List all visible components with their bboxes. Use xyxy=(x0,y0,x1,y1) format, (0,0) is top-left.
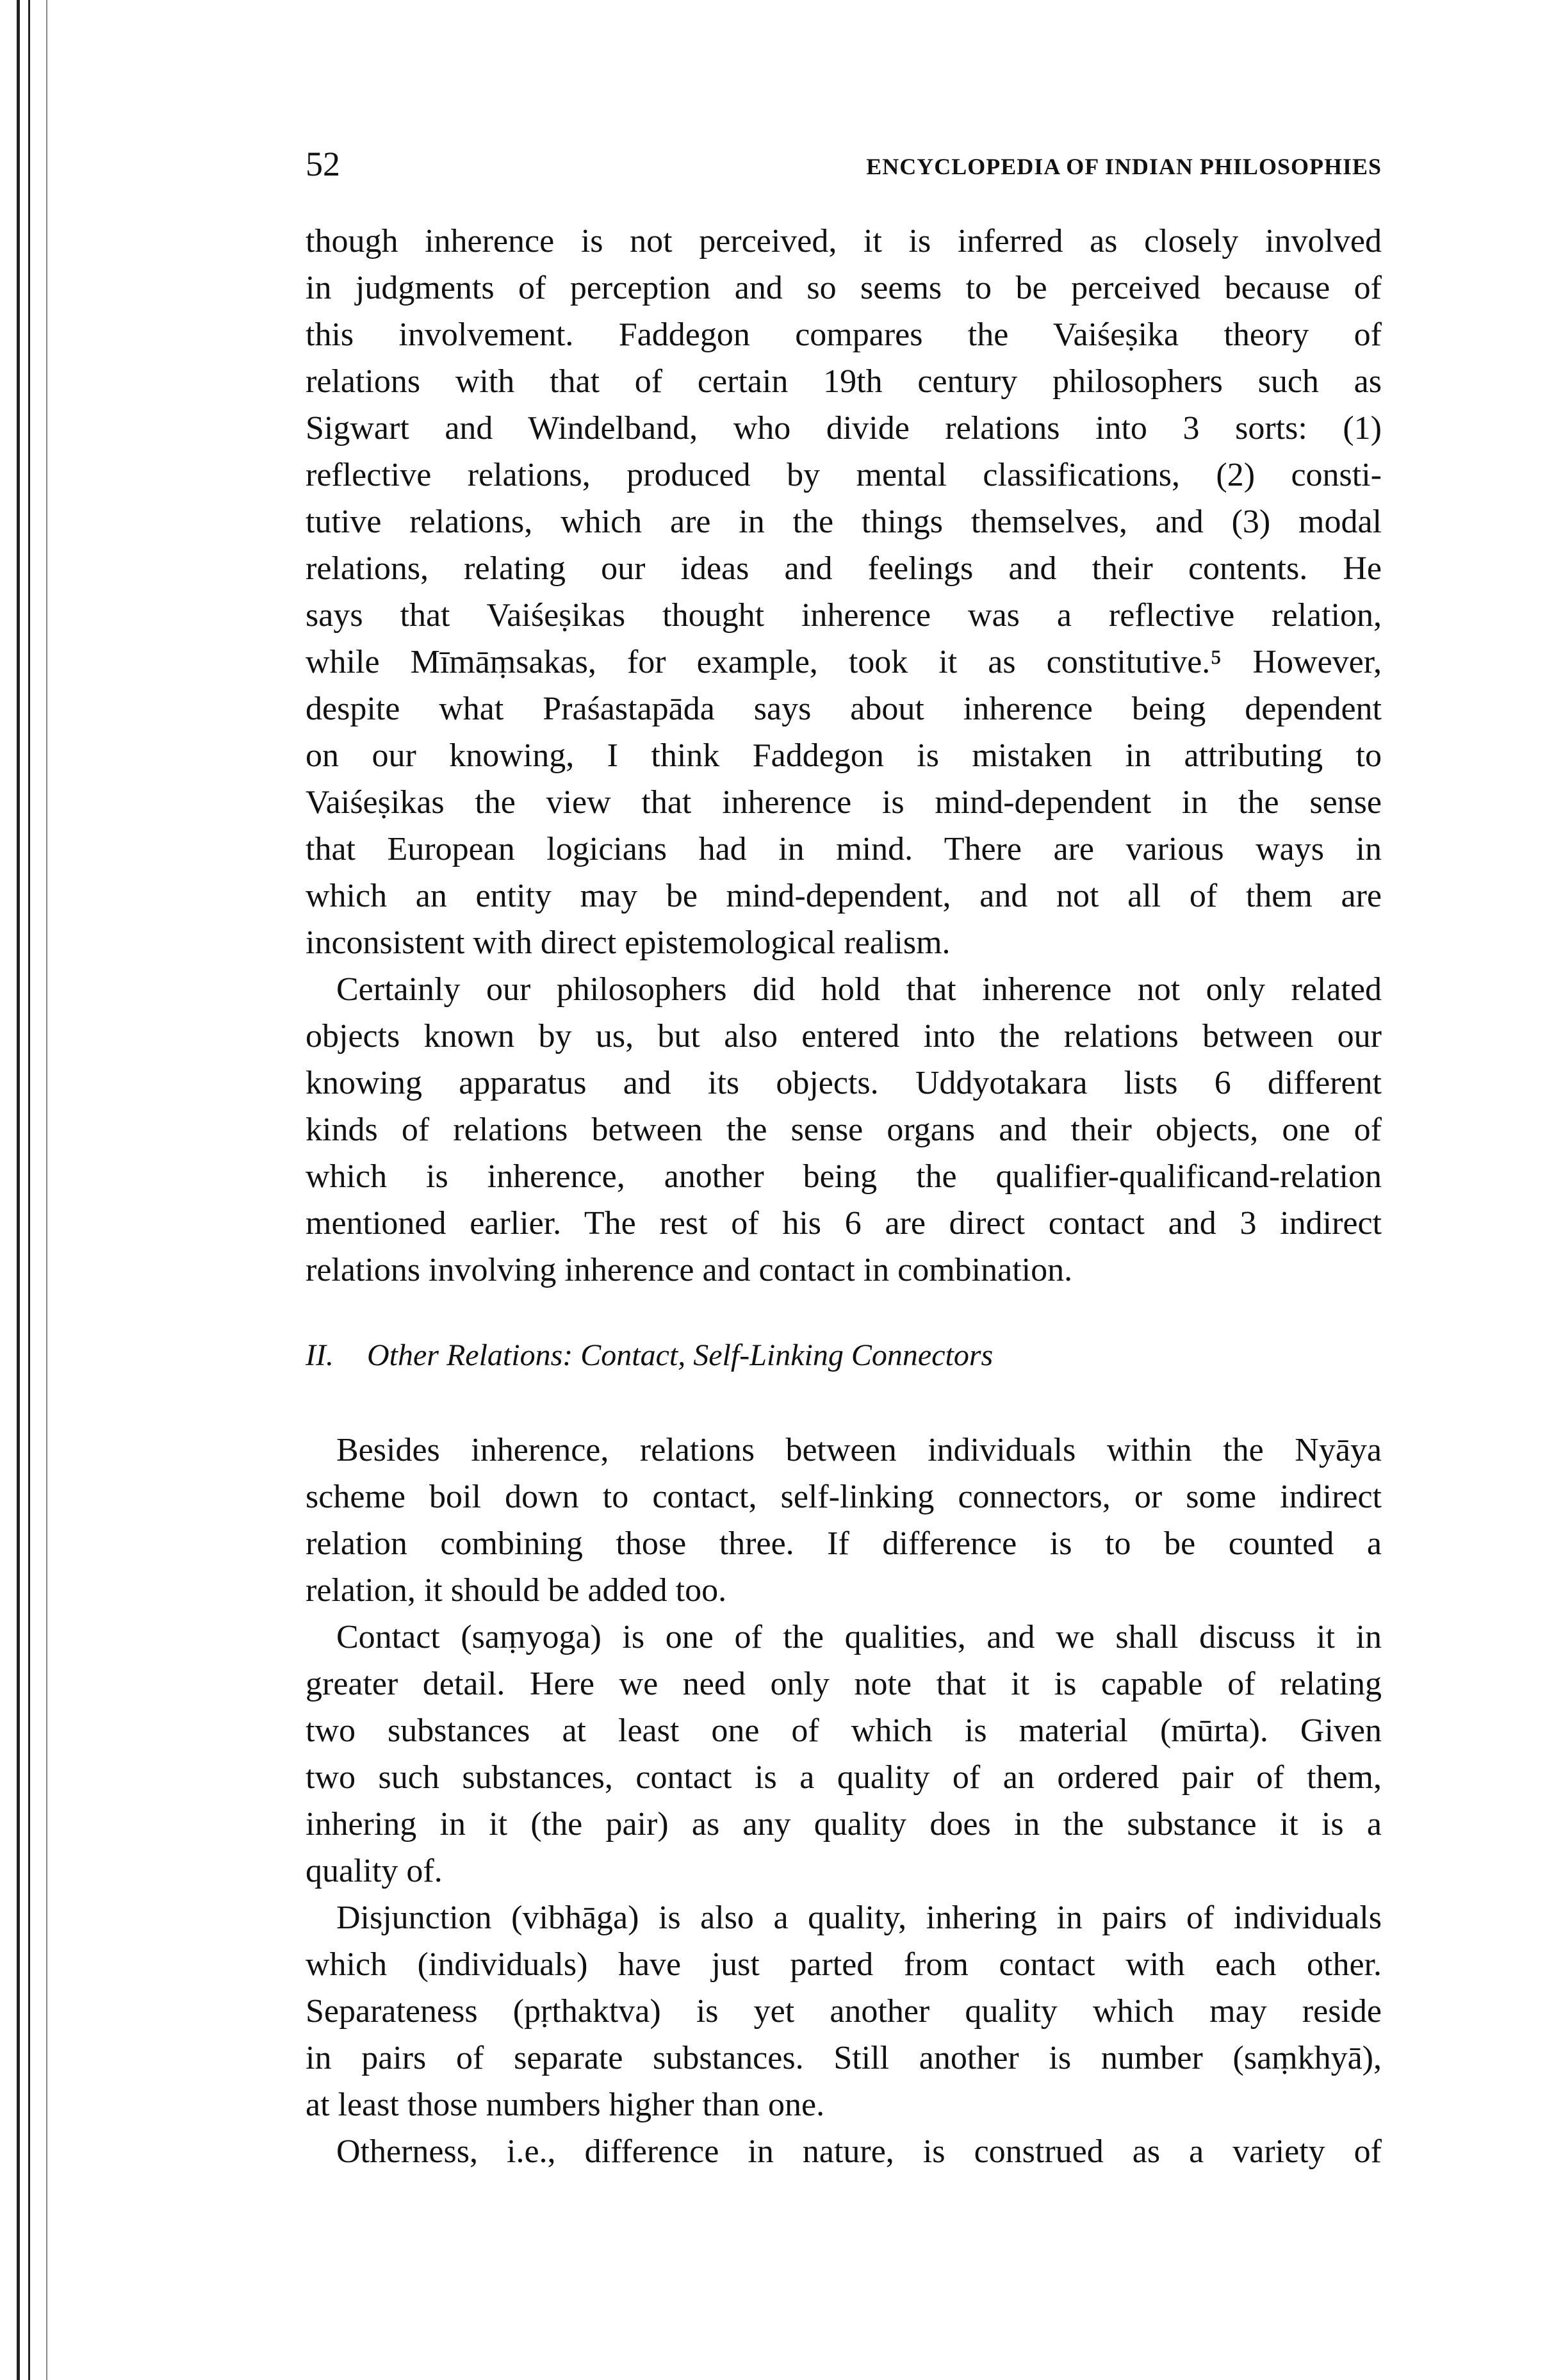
scan-edge-line xyxy=(28,0,30,2380)
section-heading xyxy=(306,1332,1382,1379)
text-line: despite what Praśastapāda says about inherence being dependent xyxy=(306,691,1382,727)
section-title: Other Relations: Contact, Self-Linking Connectors xyxy=(366,1338,994,1372)
text-line: that European logicians had in mind. There are various ways in xyxy=(306,831,1382,867)
paragraphs-after xyxy=(306,1427,1382,2175)
text-line: which (individuals) have just parted from contact with each other. xyxy=(306,1946,1382,1983)
text-line: Contact (saṃyoga) is one of the qualities, and we shall discuss it in xyxy=(336,1619,1382,1655)
paragraphs-before xyxy=(306,218,1382,1293)
scan-edge-line xyxy=(46,0,47,2380)
text-line: Separateness (pṛthaktva) is yet another quality which may reside xyxy=(306,1993,1382,2030)
text-line: this involvement. Faddegon compares the Vaiśeṣika theory of xyxy=(306,316,1382,353)
paragraph xyxy=(306,2128,1382,2175)
text-line: which an entity may be mind-dependent, and not all of them are xyxy=(306,878,1382,914)
text-line: greater detail. Here we need only note that it is capable of relating xyxy=(306,1666,1382,1702)
section-number: II. xyxy=(306,1338,334,1372)
text-line: Vaiśeṣikas the view that inherence is mind-dependent in the sense xyxy=(306,784,1382,821)
text-line: at least those numbers higher than one. xyxy=(306,2087,825,2123)
page-header xyxy=(306,144,1382,183)
paragraph xyxy=(306,1614,1382,1894)
text-line: Certainly our philosophers did hold that inherence not only related xyxy=(336,971,1382,1008)
text-line: kinds of relations between the sense organs and their objects, one of xyxy=(306,1112,1382,1148)
text-line: Otherness, i.e., difference in nature, is construed as a variety of xyxy=(336,2133,1382,2170)
text-line: relations involving inherence and contact in combination. xyxy=(306,1252,1073,1288)
text-line: though inherence is not perceived, it is inferred as closely involved xyxy=(306,223,1382,259)
text-line: says that Vaiśeṣikas thought inherence was a reflective relation, xyxy=(306,597,1382,634)
text-line: mentioned earlier. The rest of his 6 are direct contact and 3 indirect xyxy=(306,1205,1382,1242)
text-line: relations, relating our ideas and feelings and their contents. He xyxy=(306,550,1382,587)
scan-edge-line xyxy=(17,0,20,2380)
text-line: two substances at least one of which is material (mūrta). Given xyxy=(306,1712,1382,1749)
text-line: reflective relations, produced by mental classifications, (2) consti- xyxy=(306,457,1382,493)
text-line: inhering in it (the pair) as any quality does in the substance it is a xyxy=(306,1806,1382,1842)
text-line: in judgments of perception and so seems to be perceived because of xyxy=(306,270,1382,306)
text-line: relation combining those three. If difference is to be counted a xyxy=(306,1525,1382,1562)
text-line: in pairs of separate substances. Still another is number (saṃkhyā), xyxy=(306,2040,1382,2076)
page-body xyxy=(306,218,1382,2175)
text-line: Disjunction (vibhāga) is also a quality, inhering in pairs of individuals xyxy=(336,1900,1382,1936)
text-line: Sigwart and Windelband, who divide relations into 3 sorts: (1) xyxy=(306,410,1382,447)
text-line: inconsistent with direct epistemological realism. xyxy=(306,924,951,961)
text-line: while Mīmāṃsakas, for example, took it as constitutive.⁵ However, xyxy=(306,644,1382,680)
text-line: relations with that of certain 19th century philosophers such as xyxy=(306,363,1382,400)
text-line: two such substances, contact is a quality of an ordered pair of them, xyxy=(306,1759,1382,1796)
text-line: relation, it should be added too. xyxy=(306,1572,727,1609)
running-title: ENCYCLOPEDIA OF INDIAN PHILOSOPHIES xyxy=(866,154,1382,179)
text-line: knowing apparatus and its objects. Uddyotakara lists 6 different xyxy=(306,1065,1382,1101)
text-line: objects known by us, but also entered into the relations between our xyxy=(306,1018,1382,1055)
paragraph xyxy=(306,218,1382,966)
text-line: scheme boil down to contact, self-linking connectors, or some indirect xyxy=(306,1479,1382,1515)
text-line: Besides inherence, relations between individuals within the Nyāya xyxy=(336,1432,1382,1468)
text-line: on our knowing, I think Faddegon is mistaken in attributing to xyxy=(306,737,1382,774)
paragraph xyxy=(306,1427,1382,1614)
text-line: tutive relations, which are in the things themselves, and (3) modal xyxy=(306,504,1382,540)
text-line: which is inherence, another being the qualifier-qualificand-relation xyxy=(306,1158,1382,1195)
text-line: quality of. xyxy=(306,1853,443,1889)
paragraph xyxy=(306,966,1382,1293)
page-number: 52 xyxy=(306,145,340,183)
paragraph xyxy=(306,1894,1382,2128)
